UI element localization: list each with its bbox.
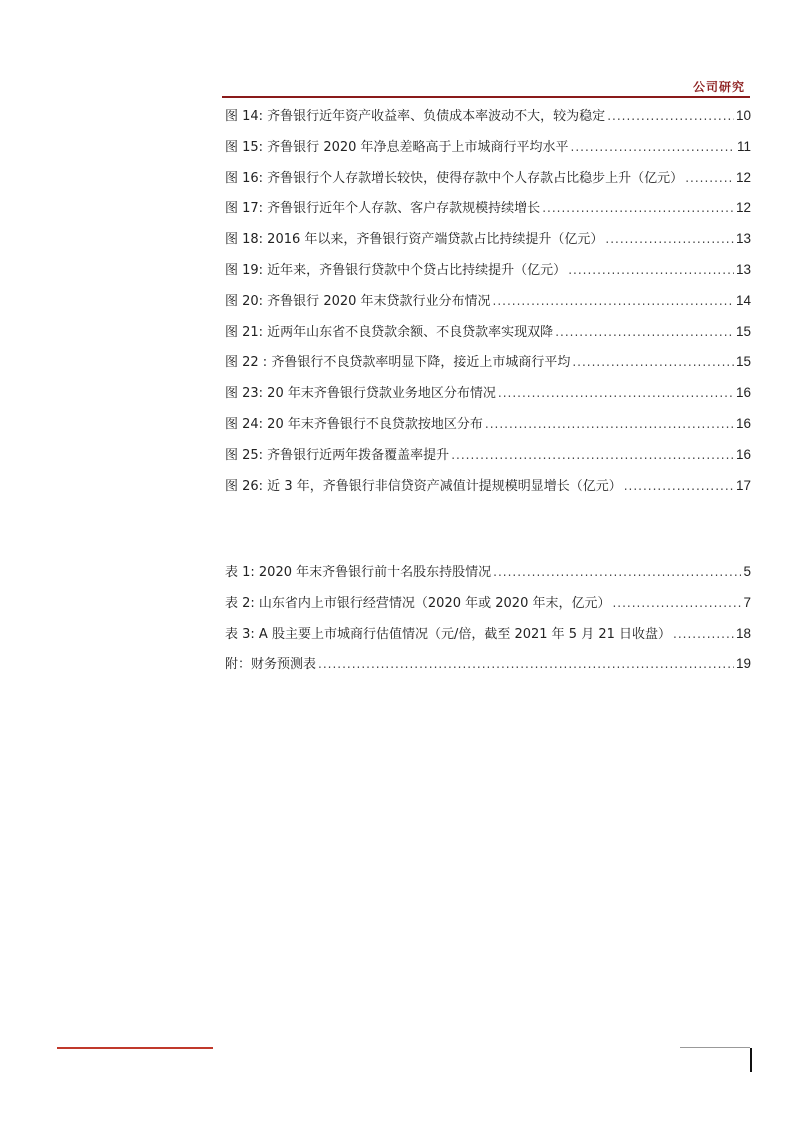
- header-title: 公司研究: [692, 80, 745, 94]
- toc-entry-figure-16[interactable]: [225, 168, 751, 188]
- toc-leader-dots: [612, 593, 741, 613]
- toc-leader-dots: [555, 322, 734, 342]
- toc-entry-page: 15: [735, 323, 751, 339]
- toc-entry-page: 12: [735, 169, 751, 185]
- toc-leader-dots: [568, 260, 734, 280]
- toc-entry-page: 18: [735, 625, 751, 641]
- toc-leader-dots: [685, 168, 734, 188]
- toc-entry-page: 19: [735, 656, 751, 672]
- toc-entry-figure-25[interactable]: [225, 445, 751, 465]
- toc-entry-figure-22[interactable]: [225, 352, 751, 372]
- toc-entry-label: 图 16: 齐鲁银行个人存款增长较快，使得存款中个人存款占比稳步上升（亿元）: [225, 170, 684, 186]
- toc-entry-page: 5: [743, 564, 751, 579]
- toc-entry-page: 7: [743, 594, 751, 610]
- toc-entry-page: 17: [735, 477, 751, 493]
- toc-entry-label: 图 14: 齐鲁银行近年资产收益率、负债成本率波动不大，较为稳定: [225, 109, 606, 124]
- toc-entry-label: 图 17: 齐鲁银行近年个人存款、客户存款规模持续增长: [225, 201, 541, 217]
- toc-entry-label: 图 23: 20 年末齐鲁银行贷款业务地区分布情况: [225, 386, 496, 402]
- toc-entry-figure-18[interactable]: [225, 229, 751, 249]
- toc-entry-figure-15[interactable]: [225, 137, 751, 157]
- toc-leader-dots: [318, 654, 734, 674]
- toc-entry-table-1[interactable]: [225, 562, 751, 582]
- toc-entry-label: 图 25: 齐鲁银行近两年拨备覆盖率提升: [225, 447, 450, 463]
- figure-list: [225, 106, 751, 506]
- toc-leader-dots: [607, 106, 734, 126]
- footer-page-marker: [750, 1048, 752, 1072]
- toc-entry-label: 表 3: A 股主要上市城商行估值情况（元/倍，截至 2021 年 5 月 21 日收盘）: [225, 626, 672, 642]
- toc-entry-label: 图 22 : 齐鲁银行不良贷款率明显下降，接近上市城商行平均: [225, 355, 571, 371]
- toc-entry-label: 图 20: 齐鲁银行 2020 年末贷款行业分布情况: [225, 293, 491, 309]
- toc-entry-label: 表 1: 2020 年末齐鲁银行前十名股东持股情况: [225, 565, 492, 580]
- toc-leader-dots: [542, 198, 734, 218]
- toc-leader-dots: [498, 383, 734, 403]
- table-list: [225, 562, 751, 685]
- toc-entry-label: 图 18: 2016 年以来，齐鲁银行资产端贷款占比持续提升（亿元）: [225, 232, 604, 248]
- header-divider: [222, 96, 750, 98]
- toc-entry-page: 16: [735, 415, 751, 431]
- toc-leader-dots: [485, 414, 734, 434]
- toc-entry-label: 图 19: 近年来，齐鲁银行贷款中个贷占比持续提升（亿元）: [225, 262, 567, 278]
- toc-entry-label: 图 15: 齐鲁银行 2020 年净息差略高于上市城商行平均水平: [225, 139, 569, 155]
- toc-entry-label: 图 26: 近 3 年，齐鲁银行非信贷资产减值计提规模明显增长（亿元）: [225, 478, 622, 494]
- footer-right-divider: [680, 1047, 750, 1048]
- toc-entry-page: 12: [735, 200, 751, 216]
- toc-entry-label: 附：财务预测表: [225, 657, 317, 673]
- toc-leader-dots: [673, 624, 734, 644]
- toc-entry-table-2[interactable]: [225, 593, 751, 613]
- toc-entry-label: 表 2: 山东省内上市银行经营情况（2020 年或 2020 年末，亿元）: [225, 595, 611, 611]
- toc-entry-page: 11: [736, 138, 751, 154]
- footer-left-divider: [57, 1047, 213, 1049]
- toc-entry-figure-23[interactable]: [225, 383, 751, 403]
- toc-entry-page: 15: [735, 354, 751, 370]
- toc-entry-page: 16: [735, 385, 751, 401]
- toc-entry-page: 13: [735, 231, 751, 247]
- toc-leader-dots: [493, 562, 741, 582]
- toc-leader-dots: [493, 291, 734, 311]
- toc-entry-label: 图 21: 近两年山东省不良贷款余额、不良贷款率实现双降: [225, 324, 554, 340]
- toc-entry-figure-20[interactable]: [225, 291, 751, 311]
- toc-entry-label: 图 24: 20 年末齐鲁银行不良贷款按地区分布: [225, 416, 483, 432]
- toc-entry-table-3[interactable]: [225, 624, 751, 644]
- toc-entry-page: 10: [735, 108, 751, 123]
- toc-entry-page: 16: [735, 446, 751, 462]
- toc-leader-dots: [571, 137, 735, 157]
- toc-entry-figure-21[interactable]: [225, 322, 751, 342]
- toc-leader-dots: [624, 476, 734, 496]
- toc-entry-page: 13: [735, 261, 751, 277]
- toc-entry-figure-24[interactable]: [225, 414, 751, 434]
- toc-entry-page: 14: [735, 292, 751, 308]
- toc-leader-dots: [572, 352, 734, 372]
- toc-leader-dots: [451, 445, 734, 465]
- toc-entry-figure-14[interactable]: [225, 106, 751, 126]
- toc-entry-figure-26[interactable]: [225, 476, 751, 496]
- toc-leader-dots: [605, 229, 734, 249]
- toc-entry-appendix[interactable]: [225, 654, 751, 674]
- toc-entry-figure-17[interactable]: [225, 198, 751, 218]
- toc-entry-figure-19[interactable]: [225, 260, 751, 280]
